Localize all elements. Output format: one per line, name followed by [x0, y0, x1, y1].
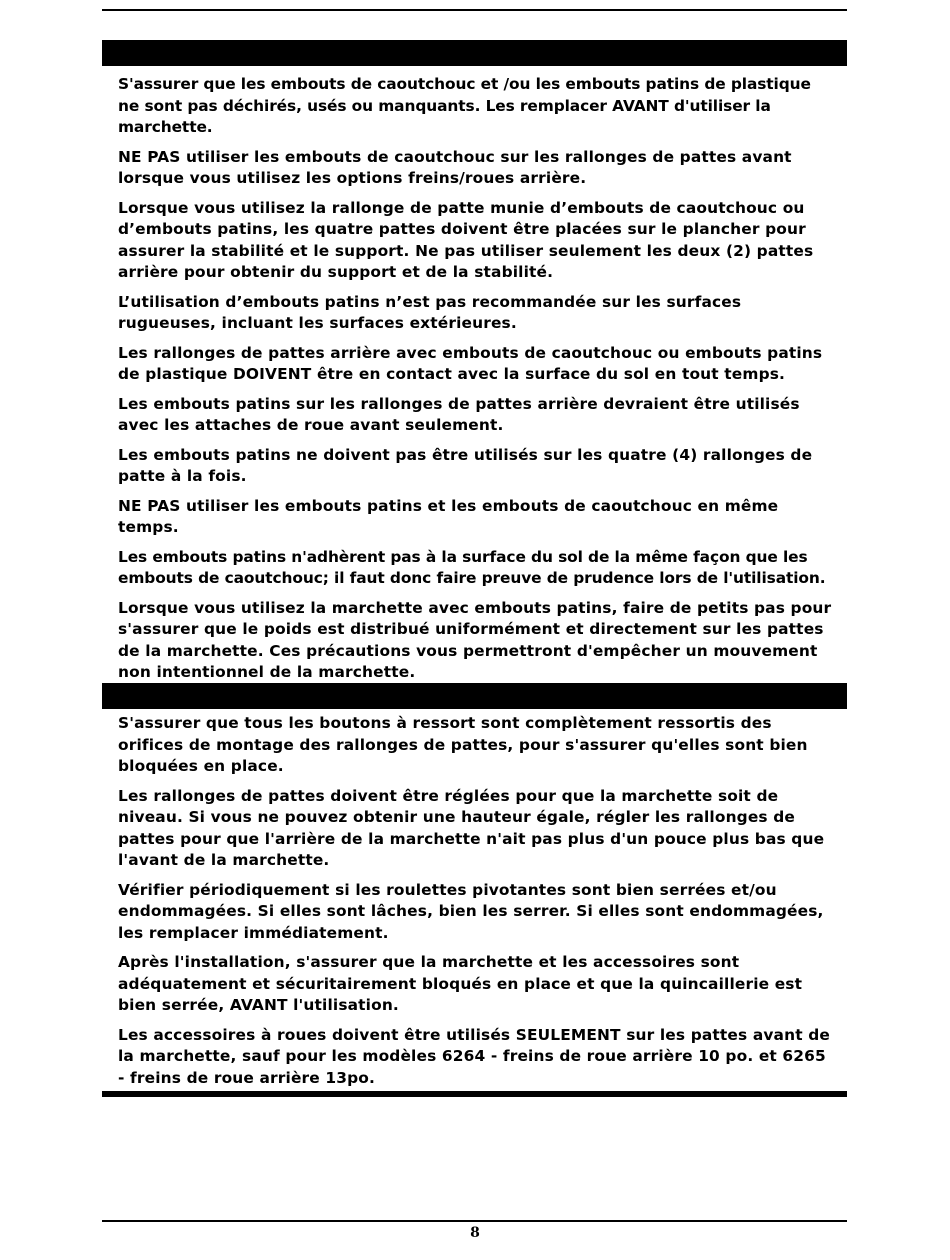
paragraph: Les accessoires à roues doivent être utilisés SEULEMENT sur les pattes avant de la marchette, sauf pour les modèles 6264 - freins de roue arrière 10 po. et 6265 - freins de roue arrière 13po. — [118, 1025, 830, 1087]
paragraph: Vérifier périodiquement si les roulettes pivotantes sont bien serrées et/ou endommagées. Si elles sont lâches, bien les serrer. Si elles sont endommagées, les remplacer immédiatement. — [118, 880, 824, 942]
section-header-bar-1 — [102, 40, 847, 66]
paragraph: S'assurer que les embouts de caoutchouc et /ou les embouts patins de plastique ne sont pas déchirés, usés ou manquants. Les remplacer AVANT d'utiliser la marchette. — [118, 75, 811, 136]
paragraph: L’utilisation d’embouts patins n’est pas recommandée sur les surfaces rugueuses, incluant les surfaces extérieures. — [118, 292, 742, 332]
section-2 — [118, 713, 834, 1097]
paragraph: Les rallonges de pattes arrière avec embouts de caoutchouc ou embouts patins de plastique DOIVENT être en contact avec la surface du sol en tout temps. — [118, 343, 823, 383]
paragraph: Lorsque vous utilisez la rallonge de patte munie d’embouts de caoutchouc ou d’embouts patins, les quatre pattes doivent être placées sur le plancher pour assurer la stabilité et le support. Ne pas utiliser seulement les deux (2) pattes arrière pour obtenir du support et de la stabilité. — [118, 198, 814, 281]
section-end-rule — [102, 1091, 847, 1097]
paragraph: NE PAS utiliser les embouts de caoutchouc sur les rallonges de pattes avant lorsque vous utilisez les options freins/roues arrière. — [118, 147, 792, 187]
paragraph: Les embouts patins ne doivent pas être utilisés sur les quatre (4) rallonges de patte à la fois. — [118, 445, 813, 485]
paragraph: Les embouts patins n'adhèrent pas à la surface du sol de la même façon que les embouts de caoutchouc; il faut donc faire preuve de prudence lors de l'utilisation. — [118, 547, 826, 587]
paragraph: S'assurer que tous les boutons à ressort sont complètement ressortis des orifices de montage des rallonges de pattes, pour s'assurer qu'elles sont bien bloquées en place. — [118, 714, 808, 775]
section-1 — [118, 74, 834, 692]
paragraph: Les rallonges de pattes doivent être réglées pour que la marchette soit de niveau. Si vous ne pouvez obtenir une hauteur égale, régler les rallonges de pattes pour que l'arrière de la marchette n'ait pas plus d'un pouce plus bas que l'avant de la marchette. — [118, 786, 825, 869]
paragraph: Les embouts patins sur les rallonges de pattes arrière devraient être utilisés avec les attaches de roue avant seulement. — [118, 394, 800, 434]
page-number: 8 — [470, 1225, 480, 1241]
section-header-bar-2 — [102, 683, 847, 709]
top-rule — [102, 9, 847, 11]
paragraph: Après l'installation, s'assurer que la marchette et les accessoires sont adéquatement et sécuritairement bloqués en place et que la quincaillerie est bien serrée, AVANT l'utilisation. — [118, 953, 803, 1014]
paragraph: Lorsque vous utilisez la marchette avec embouts patins, faire de petits pas pour s'assurer que le poids est distribué uniformément et directement sur les pattes de la marchette. Ces précautions vous permettront d'empêcher un mouvement non intentionnel de la marchette. — [118, 598, 832, 681]
footer-rule — [102, 1220, 847, 1222]
paragraph: NE PAS utiliser les embouts patins et les embouts de caoutchouc en même temps. — [118, 496, 779, 536]
